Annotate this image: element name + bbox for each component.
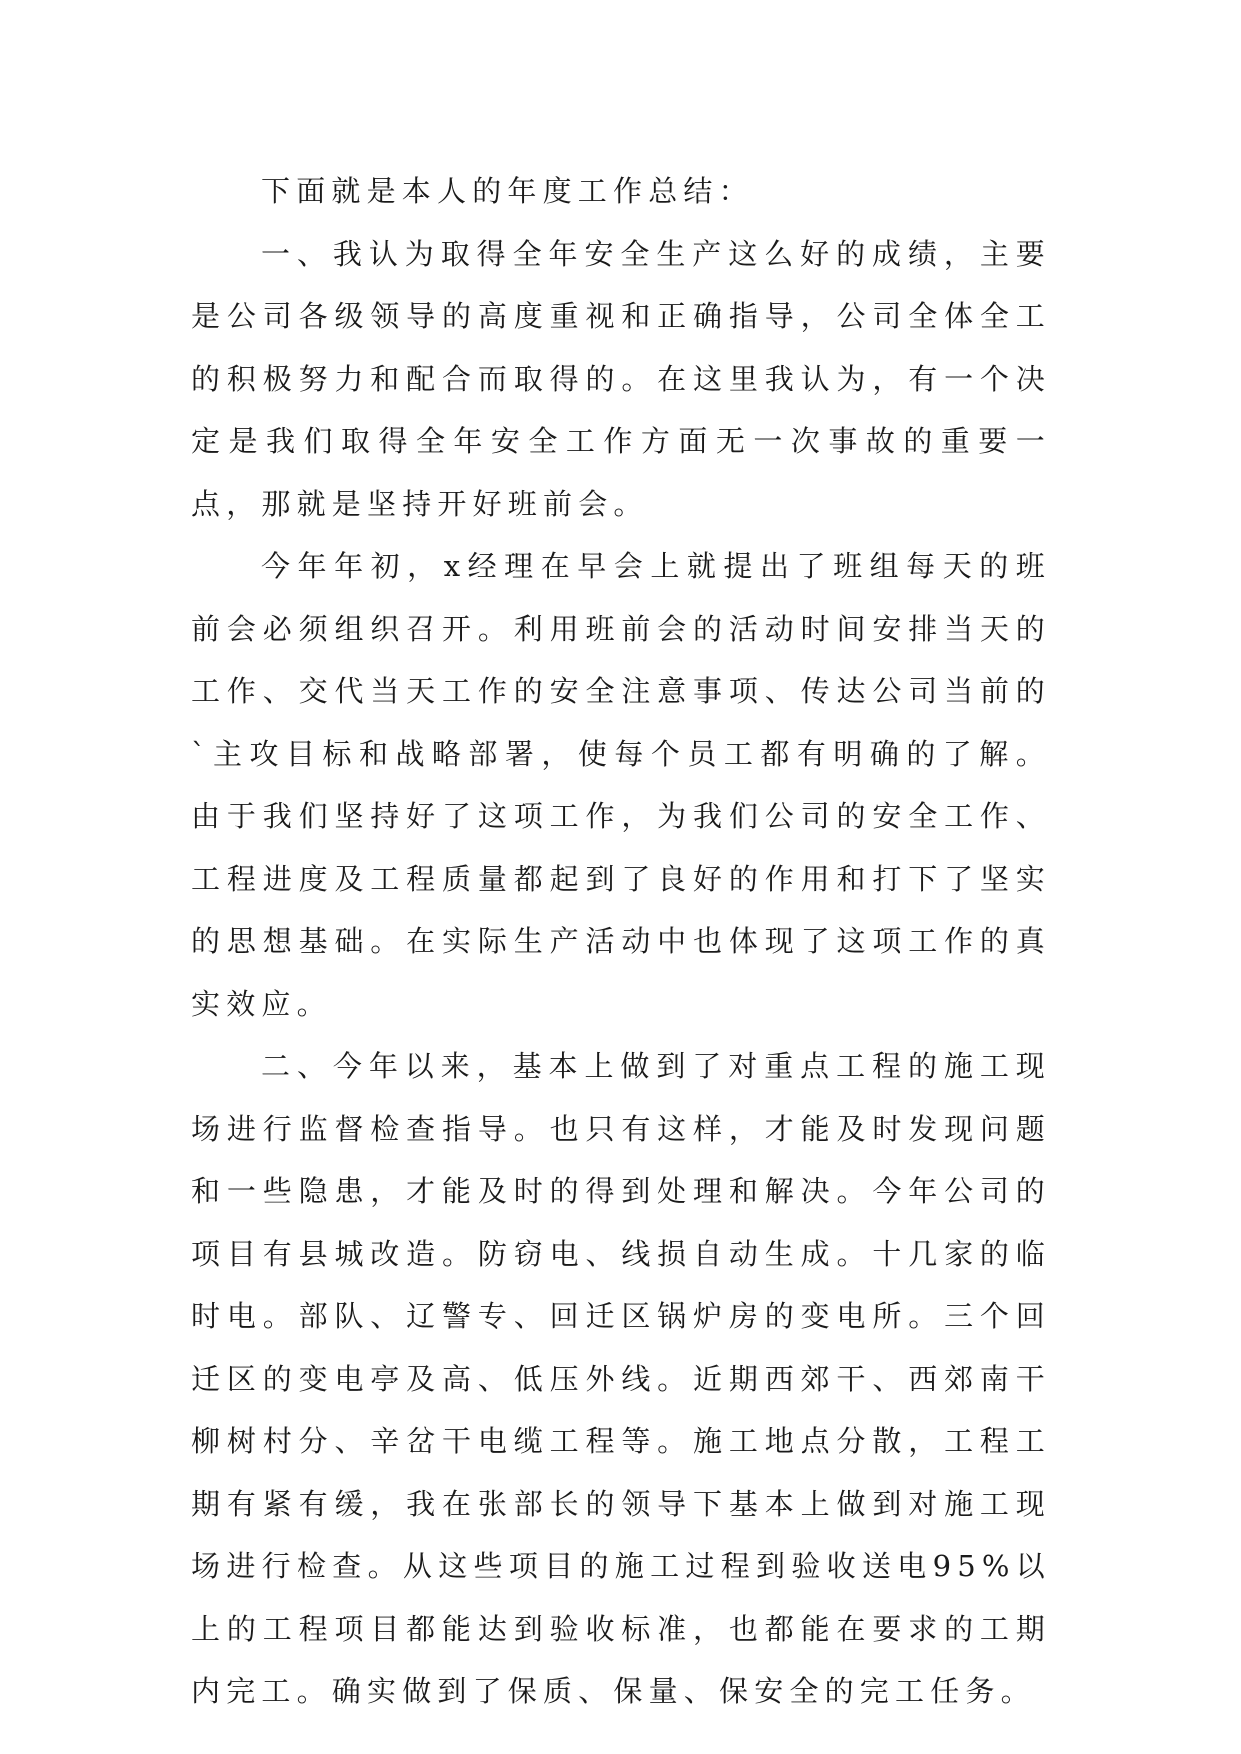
paragraph-pre-shift-meeting: 今年年初，x经理在早会上就提出了班组每天的班前会必须组织召开。利用班前会的活动时间安排当天的工作、交代当天工作的安全注意事项、传达公司当前的`主攻目标和战略部署，使每个员工都有明确的了解。由于我们坚持好了这项工作，为我们公司的安全工作、工程进度及工程质量都起到了良好的作用和打下了坚实的思想基础。在实际生产活动中也体现了这项工作的真实效应。	[191, 549, 1051, 1021]
paragraph-point-two: 二、今年以来，基本上做到了对重点工程的施工现场进行监督检查指导。也只有这样，才能及时发现问题和一些隐患，才能及时的得到处理和解决。今年公司的项目有县城改造。防窃电、线损自动生成。十几家的临时电。部队、辽警专、回迁区锅炉房的变电所。三个回迁区的变电亭及高、低压外线。近期西郊干、西郊南干柳树村分、辛岔干电缆工程等。施工地点分散，工程工期有紧有缓，我在张部长的领导下基本上做到对施工现场进行检查。从这些项目的施工过程到验收送电95%以上的工程项目都能达到验收标准，也都能在要求的工期内完工。确实做到了保质、保量、保安全的完工任务。	[191, 1049, 1051, 1708]
paragraph-intro: 下面就是本人的年度工作总结：	[261, 174, 754, 208]
document-body	[191, 160, 1051, 1723]
paragraph-point-one: 一、我认为取得全年安全生产这么好的成绩，主要是公司各级领导的高度重视和正确指导，公司全体全工的积极努力和配合而取得的。在这里我认为，有一个决定是我们取得全年安全工作方面无一次事故的重要一点，那就是坚持开好班前会。	[191, 236, 1051, 521]
